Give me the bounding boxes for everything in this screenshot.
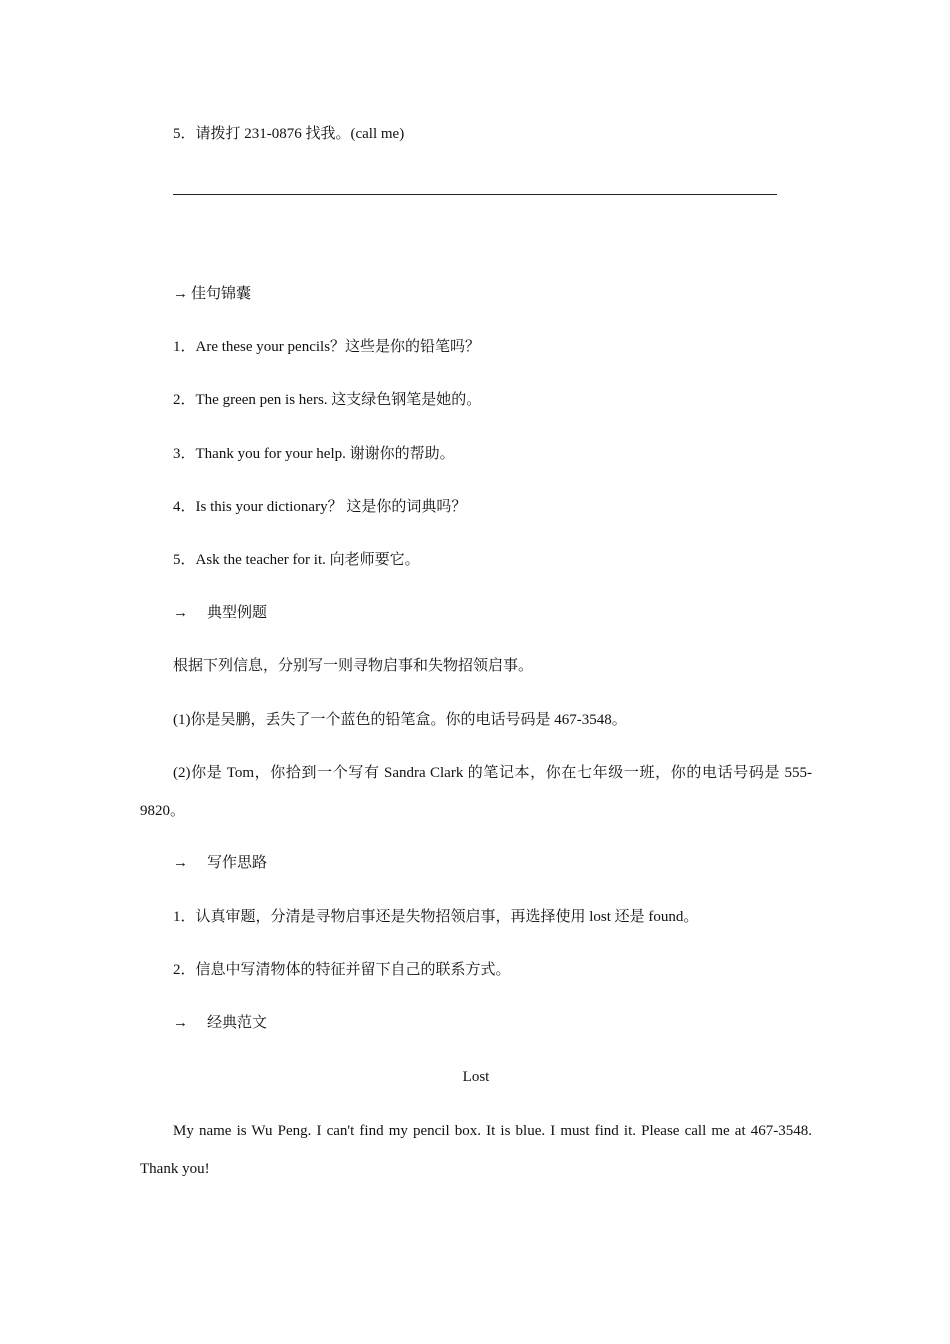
example-intro: 根据下列信息，分别写一则寻物启事和失物招领启事。	[173, 658, 534, 674]
ideas-heading-text: 写作思路	[207, 855, 268, 871]
sentence-item: 1．Are these your pencils？这些是你的铅笔吗？	[173, 339, 481, 355]
model-heading	[173, 1013, 267, 1033]
model-body: My name is Wu Peng. I can't find my pencil box. It is blue. I must find it. Please call me at 467-3548. Thank you!	[140, 1123, 812, 1177]
ideas-heading	[173, 853, 267, 873]
example-heading-text: 典型例题	[207, 605, 268, 621]
example-heading	[173, 603, 267, 623]
model-heading-text: 经典范文	[207, 1015, 268, 1031]
arrow-icon: →	[173, 286, 188, 302]
sentences-heading-text: 佳句锦囊	[191, 286, 252, 302]
sentence-item: 3．Thank you for your help. 谢谢你的帮助。	[173, 446, 455, 462]
arrow-icon: →	[173, 1015, 188, 1031]
example-item-2: (2)你是 Tom，你拾到一个写有 Sandra Clark 的笔记本，你在七年级一班，你的电话号码是 555-9820。	[140, 765, 812, 819]
answer-line	[173, 194, 777, 195]
sentence-item: 2．The green pen is hers. 这支绿色钢笔是她的。	[173, 392, 482, 408]
sentence-item: 5．Ask the teacher for it. 向老师要它。	[173, 552, 420, 568]
example-item-1: (1)你是吴鹏，丢失了一个蓝色的铅笔盒。你的电话号码是 467-3548。	[173, 712, 627, 728]
exercise-5: 5．请拨打 231-0876 找我。(call me)	[173, 126, 405, 142]
idea-item: 1．认真审题，分清是寻物启事还是失物招领启事，再选择使用 lost 还是 found。	[173, 909, 699, 925]
arrow-icon: →	[173, 855, 188, 871]
sentence-item: 4．Is this your dictionary？ 这是你的词典吗？	[173, 499, 467, 515]
model-title: Lost	[462, 1069, 490, 1085]
arrow-icon: →	[173, 605, 188, 621]
sentences-heading	[173, 284, 251, 304]
idea-item: 2．信息中写清物体的特征并留下自己的联系方式。	[173, 962, 511, 978]
